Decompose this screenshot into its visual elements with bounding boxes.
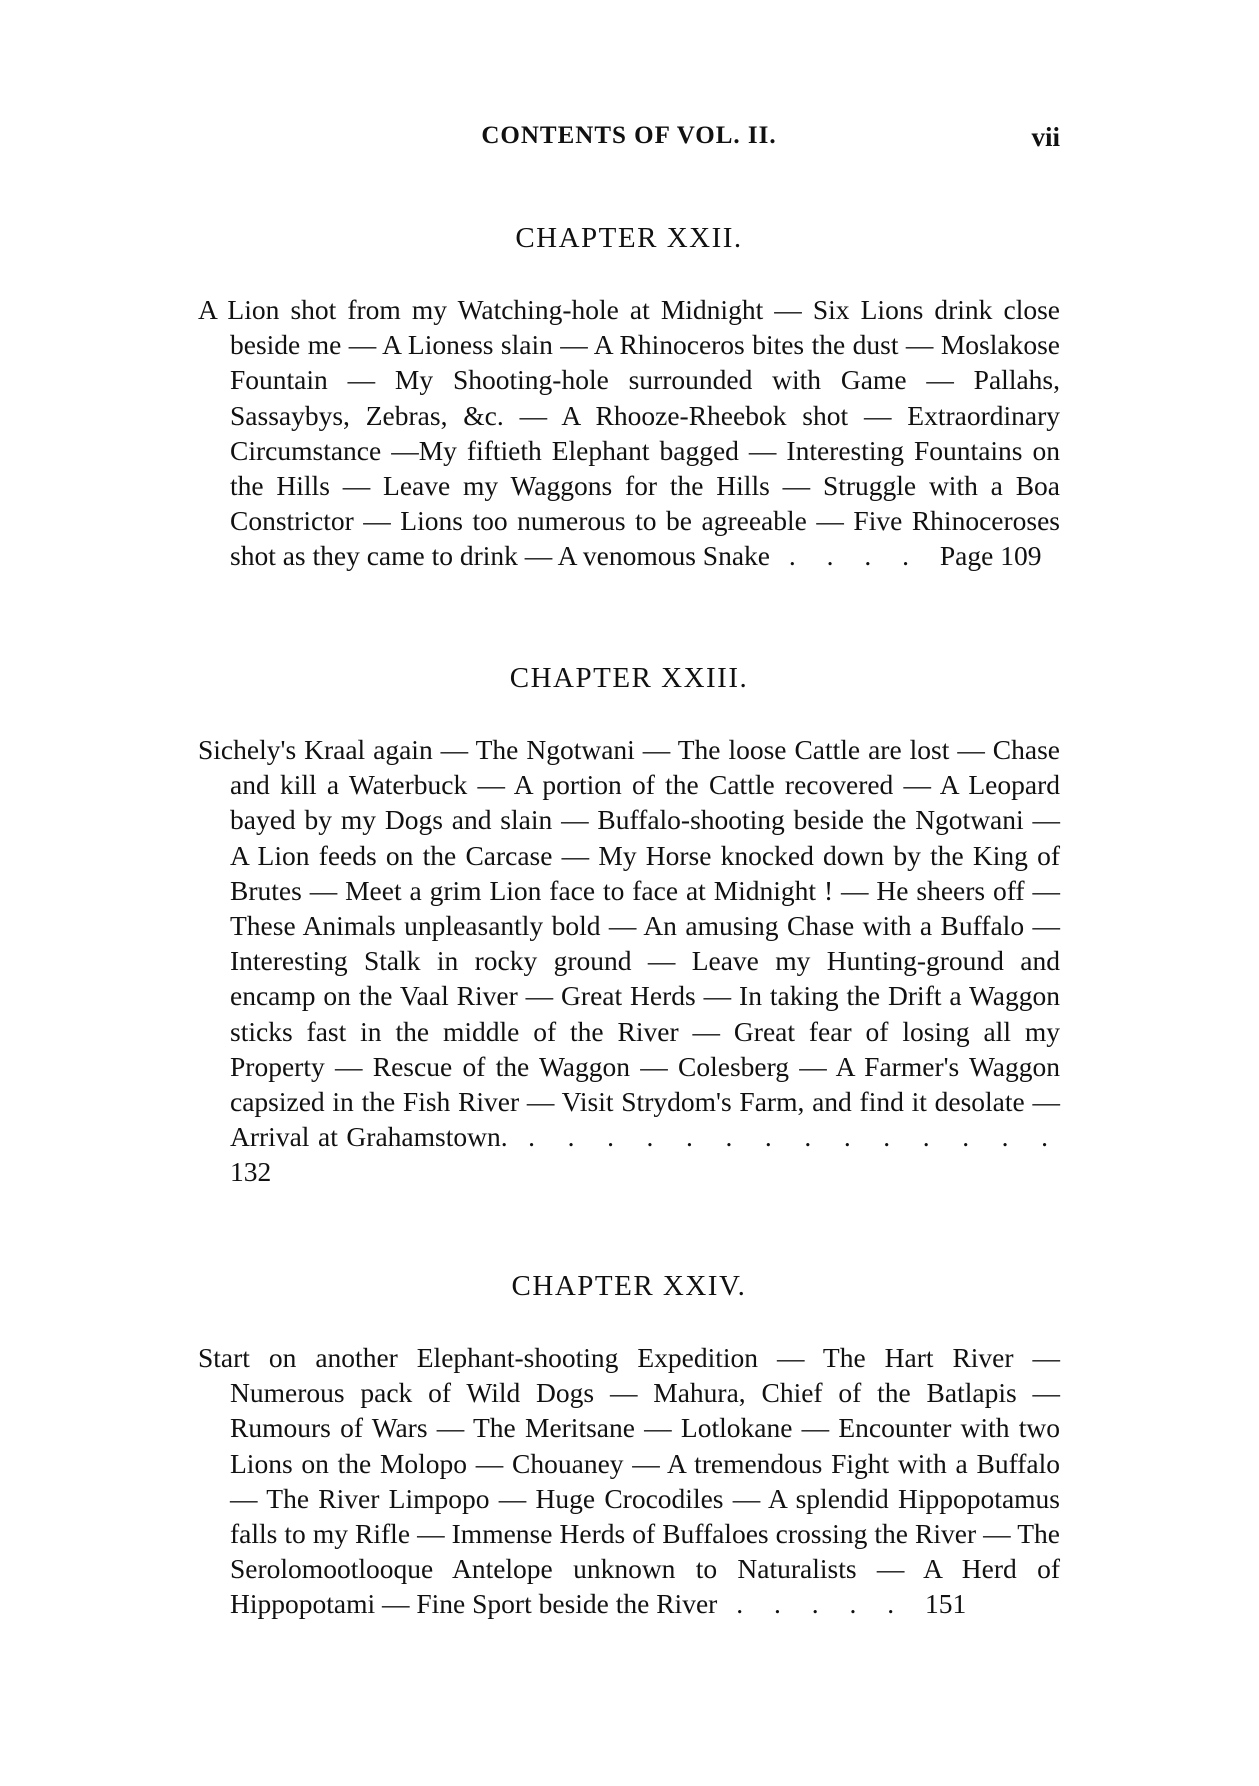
page-reference: Page 109 [939,540,1042,572]
summary-text: Sichely's Kraal again — The Ngotwani — The loose Cattle are lost — Chase and kill a Waterbuck — A portion of the Cattle recovered — A Leopard bayed by my Dogs and slain — Buffalo-shooting beside the Ngotwani — A Lion feeds on the Carcase — My Horse knocked down by the King of Brutes — Meet a grim Lion face to face at Midnight ! — He sheers off — These Animals unpleasantly bold — An amusing Chase with a Buffalo — Interesting Stalk in rocky ground — Leave my Hunting-ground and encamp on the Vaal River — Great Herds — In taking the Drift a Waggon sticks fast in the middle of the River — Great fear of losing all my Property — Rescue of the Waggon — Colesberg — A Farmer's Waggon capsized in the Fish River — Visit Strydom's Farm, and find it desolate — Arrival at Grahamstown. [198,734,1060,1153]
chapter-summary [198,292,1060,574]
running-head [198,122,1060,158]
summary-text: A Lion shot from my Watching-hole at Midnight — Six Lions drink close beside me — A Lioness slain — A Rhinoceros bites the dust — Moslakose Fountain — My Shooting-hole surrounded with Game — Pallahs, Sassaybys, Zebras, &c. — A Rhooze-Rheebok shot — Extraordinary Circumstance —My fiftieth Elephant bagged — Interesting Fountains on the Hills — Leave my Waggons for the Hills — Struggle with a Boa Constrictor — Lions too numerous to be agreeable — Five Rhinoceroses shot as they came to drink — A venomous Snake [198,294,1060,572]
chapter-summary [198,732,1060,1190]
chapter-heading: CHAPTER XXII. [515,222,743,254]
dot-leader: . . . . . . . . . . . . . . [507,1121,1061,1153]
dot-leader: . . . . [770,540,940,572]
page-reference: 151 [924,1588,967,1620]
page-reference: 132 [230,1156,272,1188]
summary-text: Start on another Elephant-shooting Expedition — The Hart River — Numerous pack of Wild Dogs — Mahura, Chief of the Batlapis — Rumours of Wars — The Meritsane — Lotlokane — Encounter with two Lions on the Molopo — Chouaney — A tremendous Fight with a Buffalo — The River Limpopo — Huge Crocodiles — A splendid Hippopotamus falls to my Rifle — Immense Herds of Buffaloes crossing the River — The Serolomootlooque Antelope unknown to Naturalists — A Herd of Hippopotami — Fine Sport beside the River [198,1342,1060,1620]
page-number: vii [1031,122,1060,152]
chapter-summary [198,1340,1060,1622]
running-title: CONTENTS OF VOL. II. [481,122,777,149]
dot-leader: . . . . . [717,1588,925,1620]
chapter-heading: CHAPTER XXIV. [511,1270,747,1302]
chapter-xxiii [198,658,1060,1217]
chapter-heading: CHAPTER XXIII. [509,662,749,694]
chapter-xxiv [198,1266,1060,1649]
chapter-xxii [198,218,1060,601]
